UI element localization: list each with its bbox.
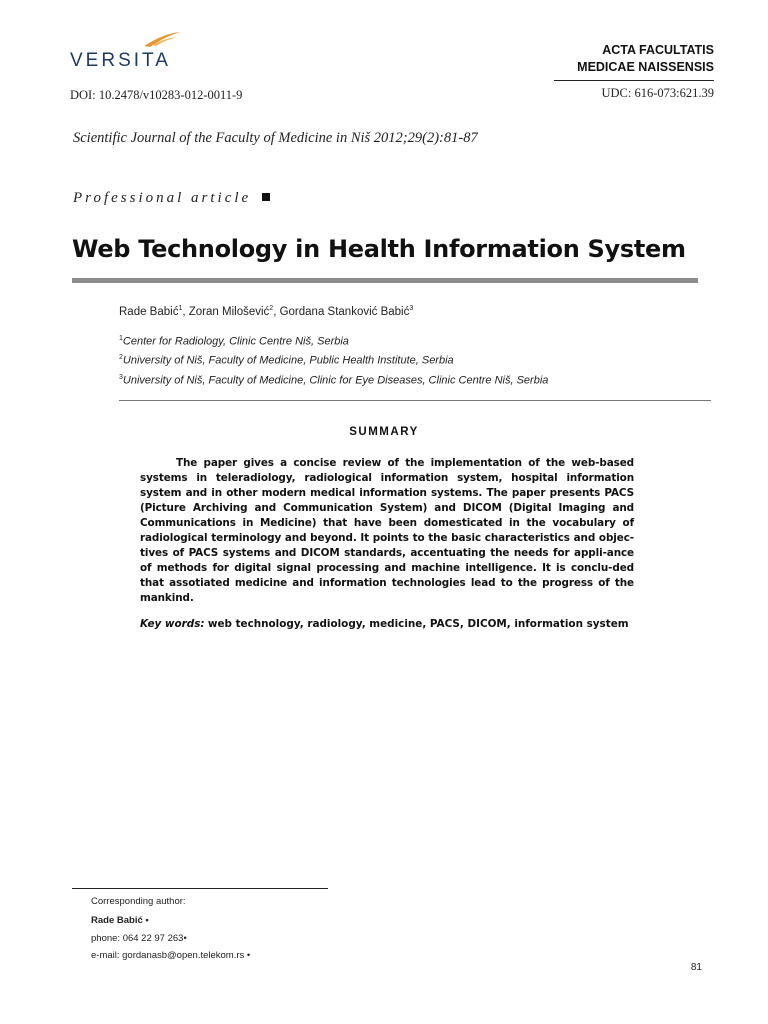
square-bullet-icon [262, 193, 270, 201]
footnote-rule [72, 888, 328, 889]
keywords [140, 618, 629, 630]
author-name: Rade Babić [119, 305, 179, 318]
corresponding-label: Corresponding author: [91, 896, 186, 907]
article-type [73, 190, 270, 207]
corresponding-phone: phone: 064 22 97 263• [91, 933, 187, 944]
author-sup: 2 [269, 305, 274, 312]
author-name: Zoran Milošević [188, 305, 270, 318]
affiliation-sup: 1 [119, 335, 123, 342]
section-divider [119, 400, 711, 401]
journal-name-line1: ACTA FACULTATIS [602, 43, 714, 57]
udc-code: UDC: 616-073:621.39 [601, 86, 714, 100]
affiliation-2 [119, 354, 454, 367]
article-type-label: Professional article [73, 190, 252, 206]
author-sup: 1 [178, 305, 183, 312]
page-number: 81 [690, 962, 702, 973]
affiliation-text: Center for Radiology, Clinic Centre Niš, Serbia [122, 335, 349, 348]
affiliation-3 [119, 374, 548, 387]
title-rule [72, 278, 698, 283]
authors: Rade Babić$^1$, Zoran Milošević$^2$, Gordana Stanković Babić$^3$ [119, 305, 414, 318]
summary-heading: SUMMARY [349, 426, 419, 438]
logo-text: VERSITA [70, 50, 171, 71]
doi[interactable]: DOI: 10.2478/v10283-012-0011-9 [70, 88, 243, 102]
journal-name-rule [554, 80, 714, 81]
journal-name-line2: MEDICAE NAISSENSIS [577, 60, 714, 74]
author-sup: 3 [409, 305, 414, 312]
affiliation-sup: 2 [119, 354, 123, 361]
keywords-text: web technology, radiology, medicine, PACS, DICOM, information system [207, 618, 629, 630]
journal-name [577, 42, 714, 76]
bird-icon [142, 30, 182, 48]
corresponding-author-name: Rade Babić • [91, 915, 149, 926]
author-name: Gordana Stanković Babić [279, 305, 410, 318]
affiliation-text: University of Niš, Faculty of Medicine, Public Health Institute, Serbia [122, 354, 454, 367]
article-title: Web Technology in Health Information System [72, 235, 686, 263]
keywords-label: Key words: [140, 618, 205, 630]
versita-logo [70, 30, 182, 72]
affiliation-text: University of Niš, Faculty of Medicine, Clinic for Eye Diseases, Clinic Centre Niš, Serbia [122, 374, 549, 387]
corresponding-email[interactable]: e-mail: gordanasb@open.telekom.rs • [91, 950, 251, 961]
journal-citation: Scientific Journal of the Faculty of Medicine in Niš 2012;29(2):81-87 [73, 130, 478, 146]
abstract-text: The paper gives a concise review of the implementation of the web-based systems in teleradiology, radiological information system, hospital information system and in other modern medical information systems. The paper presents PACS (Picture Archiving and Communication System) and DICOM (Digital Imaging and Communications in Medicine) that have been domesticated in the vocabulary of radiological terminology and beyond. It points to the basic characteristics and objec-tives of PACS systems and DICOM standards, accentuating the needs for appli-ance of methods for digital signal processing and machine intelligence. It is conclu-ded that assotiated medicine and information technologies lead to the progress of the mankind. [140, 457, 634, 604]
affiliation-1 [119, 335, 349, 348]
affiliation-sup: 3 [119, 374, 123, 381]
